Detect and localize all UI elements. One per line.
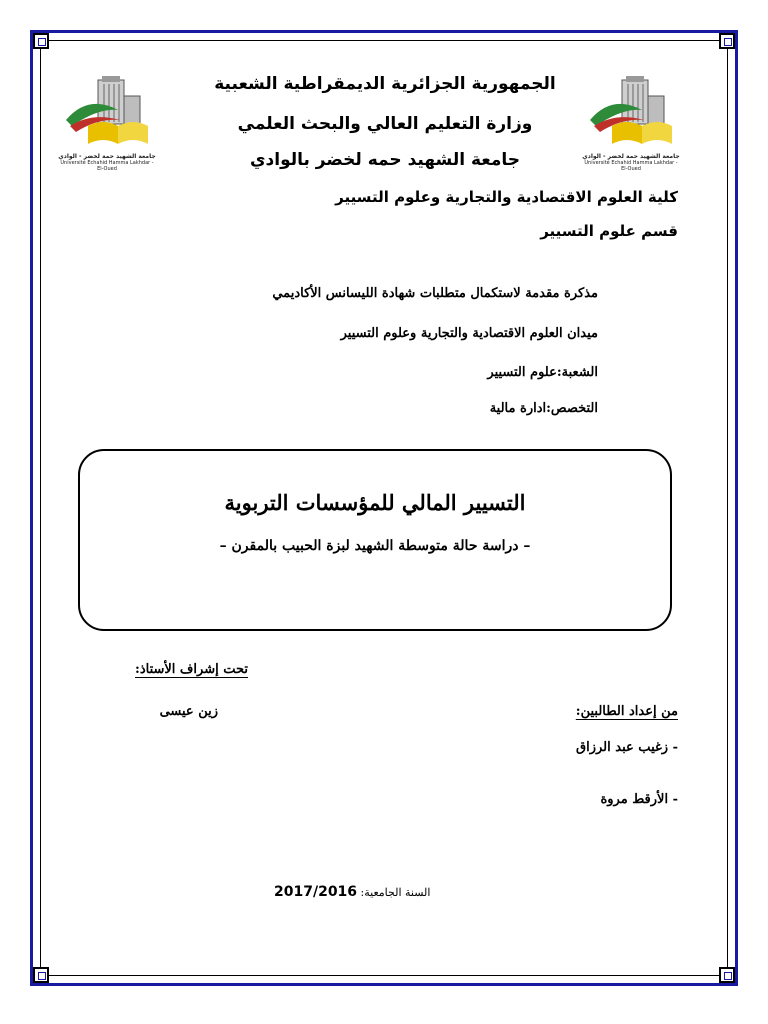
logo-caption-french: Université Echahid Hamma Lakhdar - El-Oued: [60, 160, 154, 172]
university-building-icon: [582, 74, 680, 154]
university-building-icon: [58, 74, 156, 154]
department-name: قسم علوم التسيير: [540, 222, 678, 240]
header-republic: الجمهورية الجزائرية الديمقراطية الشعبية: [214, 74, 556, 94]
academic-year-value: 2017/2016: [274, 884, 358, 900]
logo-caption-arabic: جامعة الشهيد حمة لخضر - الوادي: [58, 153, 156, 160]
university-logo-left: [58, 74, 156, 172]
faculty-name: كلية العلوم الاقتصادية والتجارية وعلوم التسيير: [335, 188, 678, 206]
students-label: من إعداد الطالبين:: [575, 704, 678, 719]
academic-year-label: السنة الجامعية:: [360, 886, 431, 899]
study-field: ميدان العلوم الاقتصادية والتجارية وعلوم التسيير: [340, 326, 598, 341]
header-ministry: وزارة التعليم العالي والبحث العلمي: [237, 114, 533, 134]
thesis-subtitle: – دراسة حالة متوسطة الشهيد لبزة الحبيب بالمقرن –: [219, 538, 531, 554]
border-corner-ornament: [33, 33, 49, 49]
header-university: جامعة الشهيد حمه لخضر بالوادي: [249, 150, 521, 170]
border-corner-ornament: [719, 33, 735, 49]
study-branch: الشعبة:علوم التسيير: [487, 365, 598, 380]
logo-caption-arabic: جامعة الشهيد حمة لخضر - الوادي: [582, 153, 680, 160]
logo-caption-french: Université Echahid Hamma Lakhdar - El-Oued: [584, 160, 678, 172]
border-corner-ornament: [33, 967, 49, 983]
student-name: - زغيب عبد الرزاق: [576, 740, 678, 755]
thesis-title: التسيير المالي للمؤسسات التربوية: [224, 490, 526, 515]
supervisor-name: زين عيسى: [159, 704, 218, 719]
memo-description: مذكرة مقدمة لاستكمال متطلبات شهادة الليسانس الأكاديمي: [272, 286, 598, 301]
student-name: - الأرقط مروة: [600, 792, 678, 807]
study-speciality: التخصص:ادارة مالية: [489, 401, 598, 416]
border-corner-ornament: [719, 967, 735, 983]
university-logo-right: [582, 74, 680, 172]
academic-year: [274, 884, 430, 900]
supervisor-label: تحت إشراف الأستاذ:: [135, 662, 248, 677]
